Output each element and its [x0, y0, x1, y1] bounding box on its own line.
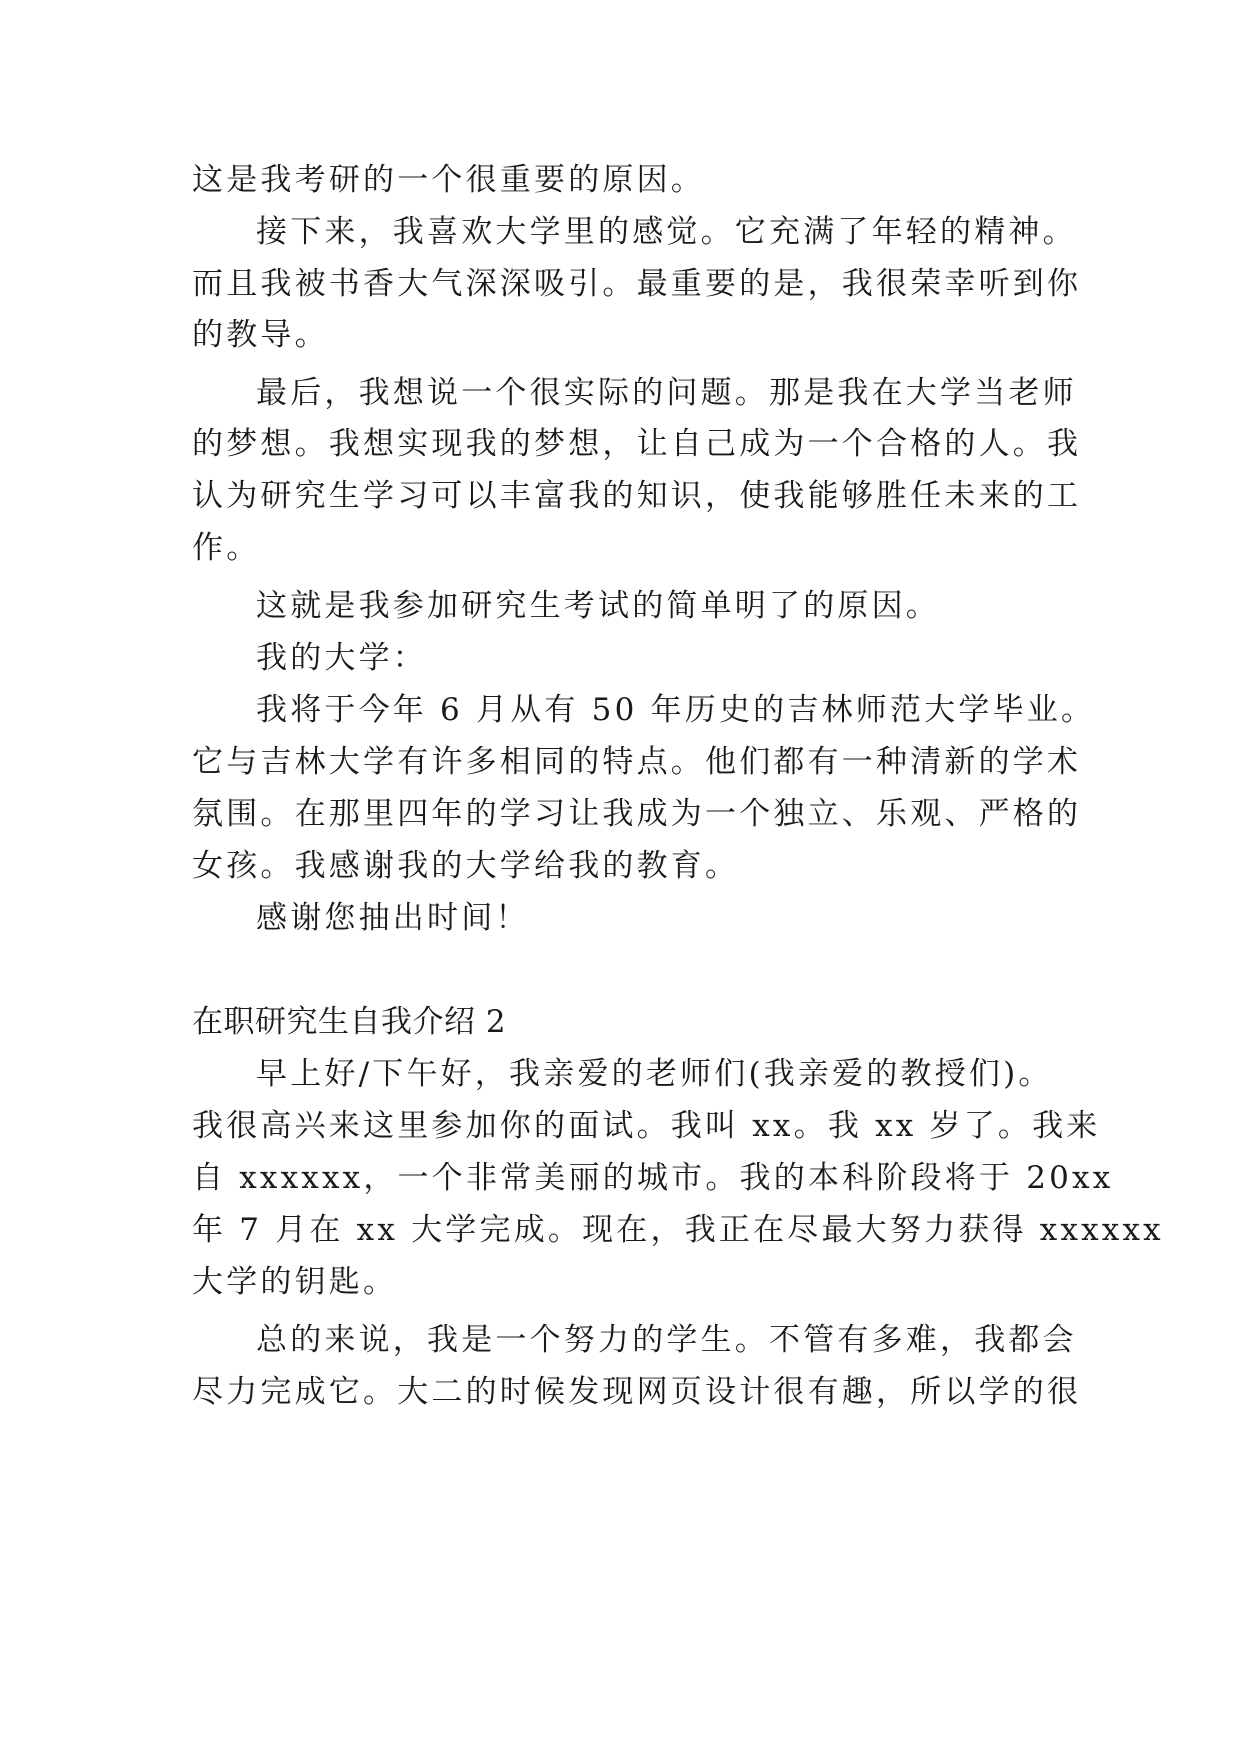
paragraph-line: 自 xxxxxx，一个非常美丽的城市。我的本科阶段将于 20xx	[192, 1160, 1114, 1196]
paragraph-line: 我的大学：	[256, 640, 427, 676]
paragraph-line: 我将于今年 6 月从有 50 年历史的吉林师范大学毕业。	[256, 692, 1096, 728]
paragraph-line: 认为研究生学习可以丰富我的知识，使我能够胜任未来的工	[192, 478, 1082, 514]
paragraph-line: 尽力完成它。大二的时候发现网页设计很有趣，所以学的很	[192, 1374, 1082, 1410]
paragraph-line: 这就是我参加研究生考试的简单明了的原因。	[256, 588, 940, 624]
paragraph-line: 作。	[192, 530, 261, 566]
paragraph-line: 感谢您抽出时间！	[256, 900, 530, 936]
paragraph-line: 氛围。在那里四年的学习让我成为一个独立、乐观、严格的	[192, 796, 1082, 832]
paragraph-line: 这是我考研的一个很重要的原因。	[192, 162, 705, 198]
section-heading: 在职研究生自我介绍 2	[192, 1004, 507, 1040]
paragraph-line: 的教导。	[192, 317, 329, 353]
paragraph-line: 最后，我想说一个很实际的问题。那是我在大学当老师	[256, 375, 1077, 411]
paragraph-line: 接下来，我喜欢大学里的感觉。它充满了年轻的精神。	[256, 214, 1077, 250]
paragraph-line: 年 7 月在 xx 大学完成。现在，我正在尽最大努力获得 xxxxxx	[192, 1212, 1164, 1248]
paragraph-line: 它与吉林大学有许多相同的特点。他们都有一种清新的学术	[192, 744, 1082, 780]
paragraph-line: 总的来说，我是一个努力的学生。不管有多难，我都会	[256, 1322, 1077, 1358]
paragraph-line: 而且我被书香大气深深吸引。最重要的是，我很荣幸听到你	[192, 266, 1082, 302]
paragraph-line: 我很高兴来这里参加你的面试。我叫 xx。我 xx 岁了。我来	[192, 1108, 1101, 1144]
paragraph-line: 女孩。我感谢我的大学给我的教育。	[192, 848, 740, 884]
paragraph-line: 早上好/下午好，我亲爱的老师们(我亲爱的教授们)。	[256, 1056, 1053, 1092]
paragraph-line: 的梦想。我想实现我的梦想，让自己成为一个合格的人。我	[192, 426, 1082, 462]
paragraph-line: 大学的钥匙。	[192, 1264, 398, 1300]
